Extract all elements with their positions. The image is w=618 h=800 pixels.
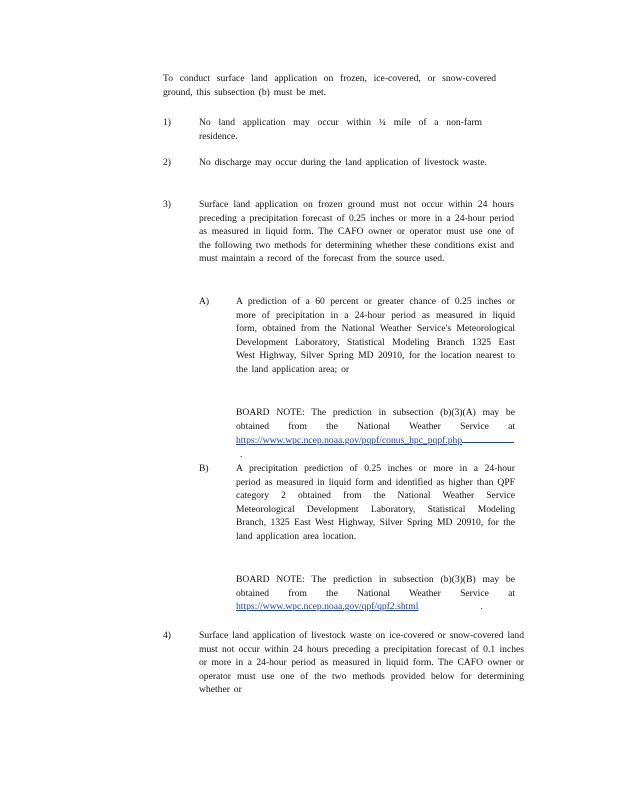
board-note-a-link[interactable]: https://www.wpc.ncep.noaa.gov/pqpf/conus_hpc_pqpf.php [236,435,463,447]
subitem-text-a: A prediction of a 60 percent or greater chance of 0.25 inches or more of precipitation in a 24-hour period as measured in liquid form, obtained from the National Weather Service's Meteorological Development Laboratory, Statistical Modeling Branch 1325 East West Highway, Silver Spring MD 20910, for the location nearest to the land application area; or [236,296,515,375]
board-note-a [236,406,515,461]
item-number-3: 3) [163,199,171,210]
item-number-2: 2) [163,157,171,168]
subitem-number-a: A) [199,296,210,307]
item-text-4: Surface land application of livestock waste on ice-covered or snow-covered land must not occur within 24 hours preceding a precipitation forecast of 0.1 inches or more in a 24-hour period as measured in liquid form. The CAFO owner or operator must use one of the two methods provided below for determining whether or [199,630,524,696]
board-note-b-end: . [480,601,483,613]
subitem-text-b: A precipitation prediction of 0.25 inches or more in a 24-hour period as measured in liquid form and identified as higher than QPF category 2 obtained from the National Weather Service Meteorological Development Laboratory, Statistical Modeling Branch, 1325 East West Highway, Silver Spring MD 20910, for the land application area location. [236,463,515,542]
item-number-4: 4) [163,630,171,641]
board-note-a-text: BOARD NOTE: The prediction in subsection (b)(3)(A) may be obtained from the National Weather Service at [236,407,515,432]
board-note-b-text: BOARD NOTE: The prediction in subsection (b)(3)(B) may be obtained from the National Weather Service at [236,574,515,599]
board-note-b-link[interactable]: https://www.wpc.ncep.noaa.gov/qpf/qpf2.shtml [236,601,419,613]
item-text-3: Surface land application on frozen ground must not occur within 24 hours preceding a precipitation forecast of 0.25 inches or more in a 24-hour period as measured in liquid form. The CAFO owner or operator must use one of the following two methods for determining whether these conditions exist and must maintain a record of the forecast from the source used. [199,199,515,265]
item-number-1: 1) [163,117,171,128]
item-text-1: No land application may occur within ¼ mile of a non-farm residence. [199,117,482,142]
board-note-a-end: . [240,448,243,460]
link-a-underline [462,433,514,443]
item-text-2: No discharge may occur during the land application of livestock waste. [199,157,487,168]
subitem-number-b: B) [199,463,209,474]
intro-paragraph: To conduct surface land application on frozen, ice-covered, or snow-covered ground, this subsection (b) must be met. [163,73,496,98]
board-note-b [236,573,515,614]
